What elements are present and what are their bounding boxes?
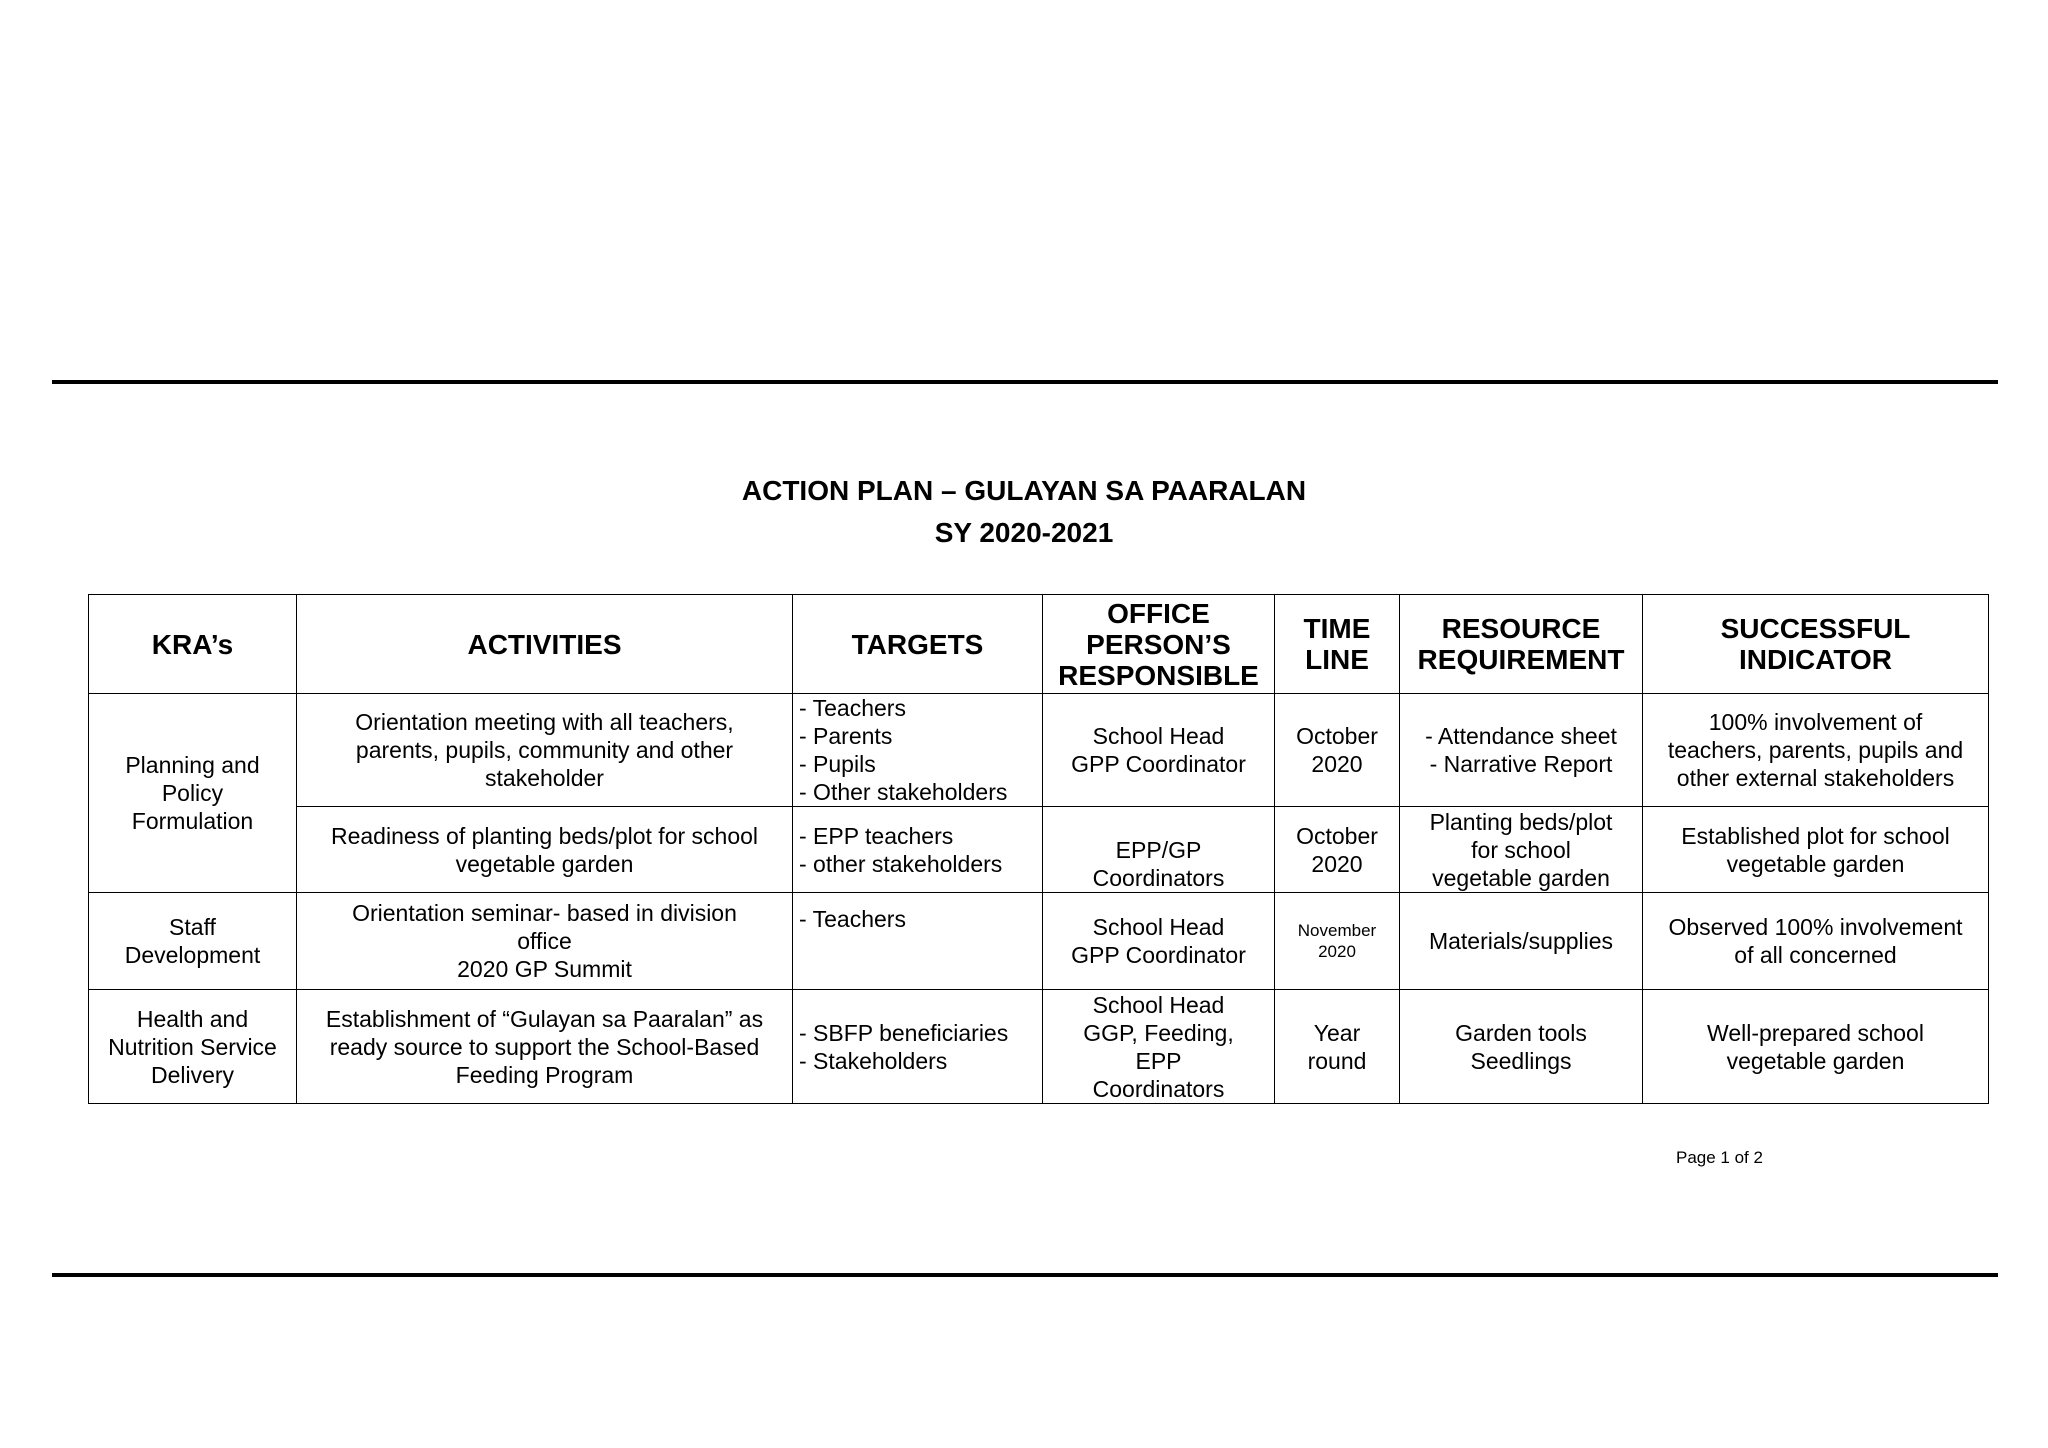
table-row <box>89 990 1989 1104</box>
targets-cell: - SBFP beneficiaries - Stakeholders <box>793 990 1043 1104</box>
header-time-line: TIME LINE <box>1275 595 1400 694</box>
targets-cell: - Teachers - Parents - Pupils - Other stakeholders <box>793 694 1043 807</box>
activities-cell: Establishment of “Gulayan sa Paaralan” as ready source to support the School-Based Feeding Program <box>297 990 793 1104</box>
resource-cell: Planting beds/plot for school vegetable garden <box>1400 807 1643 893</box>
bottom-divider-line <box>52 1273 1998 1277</box>
timeline-cell: October 2020 <box>1275 807 1400 893</box>
table-row <box>89 807 1989 893</box>
header-activities: ACTIVITIES <box>297 595 793 694</box>
kra-cell: Planning and Policy Formulation <box>89 694 297 893</box>
table-header-row <box>89 595 1989 694</box>
indicator-cell: Established plot for school vegetable garden <box>1643 807 1989 893</box>
header-office-responsible: OFFICE PERSON’S RESPONSIBLE <box>1043 595 1275 694</box>
office-cell: School Head GGP, Feeding, EPP Coordinators <box>1043 990 1275 1104</box>
targets-cell: - EPP teachers - other stakeholders <box>793 807 1043 893</box>
indicator-cell: Well-prepared school vegetable garden <box>1643 990 1989 1104</box>
document-subtitle: SY 2020-2021 <box>934 517 1114 548</box>
kra-cell: Health and Nutrition Service Delivery <box>89 990 297 1104</box>
action-plan-table <box>88 594 1989 1104</box>
activities-cell: Orientation seminar- based in division office 2020 GP Summit <box>297 893 793 990</box>
kra-cell: Staff Development <box>89 893 297 990</box>
office-cell: EPP/GP Coordinators <box>1043 807 1275 893</box>
table-row <box>89 893 1989 990</box>
activities-cell: Readiness of planting beds/plot for school vegetable garden <box>297 807 793 893</box>
header-resource-requirement: RESOURCE REQUIREMENT <box>1400 595 1643 694</box>
office-cell: School Head GPP Coordinator <box>1043 694 1275 807</box>
indicator-cell: 100% involvement of teachers, parents, pupils and other external stakeholders <box>1643 694 1989 807</box>
document-title-block <box>0 470 2048 554</box>
activities-cell: Orientation meeting with all teachers, parents, pupils, community and other stakeholder <box>297 694 793 807</box>
header-targets: TARGETS <box>793 595 1043 694</box>
timeline-cell: October 2020 <box>1275 694 1400 807</box>
resource-cell: Garden tools Seedlings <box>1400 990 1643 1104</box>
timeline-cell: November 2020 <box>1275 893 1400 990</box>
header-kra: KRA’s <box>89 595 297 694</box>
targets-cell: - Teachers <box>793 893 1043 990</box>
timeline-cell: Year round <box>1275 990 1400 1104</box>
document-title: ACTION PLAN – GULAYAN SA PAARALAN <box>741 475 1307 506</box>
resource-cell: - Attendance sheet - Narrative Report <box>1400 694 1643 807</box>
table-row <box>89 694 1989 807</box>
office-cell: School Head GPP Coordinator <box>1043 893 1275 990</box>
page-number: Page 1 of 2 <box>1676 1148 1763 1167</box>
header-successful-indicator: SUCCESSFUL INDICATOR <box>1643 595 1989 694</box>
resource-cell: Materials/supplies <box>1400 893 1643 990</box>
indicator-cell: Observed 100% involvement of all concerned <box>1643 893 1989 990</box>
top-divider-line <box>52 380 1998 384</box>
